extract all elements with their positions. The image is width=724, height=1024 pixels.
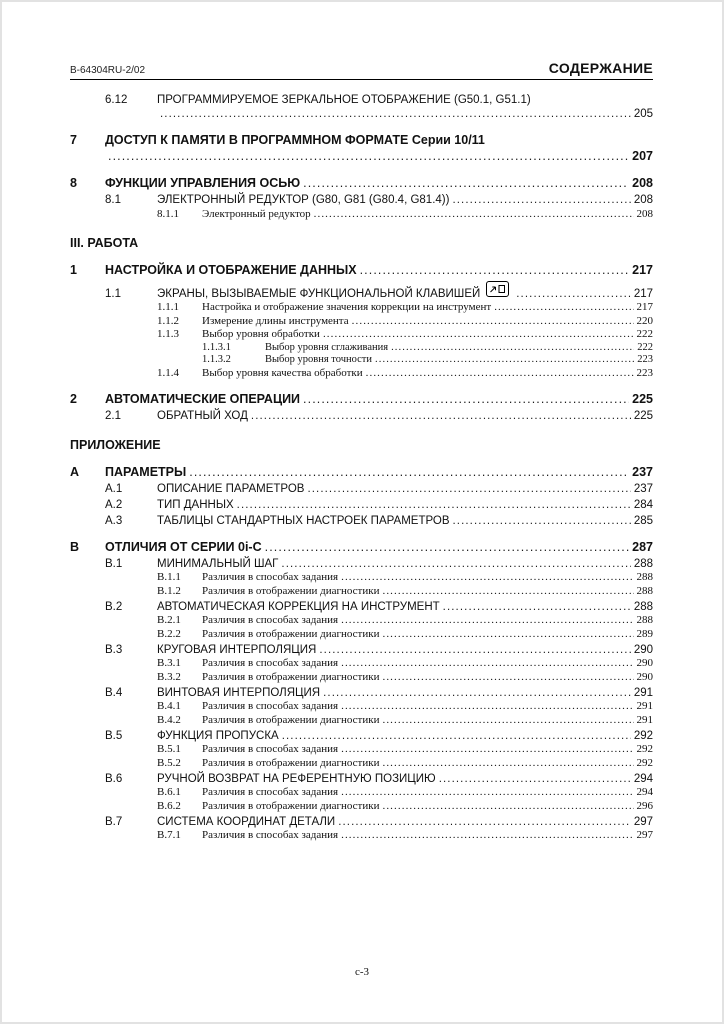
toc-entry-number: 2	[70, 391, 77, 406]
dot-leader	[494, 301, 633, 313]
toc-entry-number: B.1	[105, 557, 123, 570]
toc-entry-title: Различия в отображении диагностики	[202, 799, 380, 812]
toc-entry	[70, 816, 653, 828]
toc-entry	[70, 786, 653, 798]
toc-entry-title: ЭЛЕКТРОННЫЙ РЕДУКТОР (G80, G81 (G80.4, G81.4))	[157, 194, 450, 206]
toc-entry-number: B.3.2	[157, 670, 181, 683]
toc-entry-page: 217	[633, 287, 653, 300]
toc-entry-page: 288	[636, 571, 653, 583]
toc-entry-page: 291	[636, 700, 653, 712]
toc-entry-number: B.1.1	[157, 571, 181, 583]
toc-entry-line	[105, 483, 653, 495]
toc-entry-number: B.5.2	[157, 756, 181, 769]
toc-entry	[70, 438, 653, 452]
toc-entry	[70, 367, 653, 379]
toc-entry-line	[202, 354, 653, 365]
toc-entry	[70, 585, 653, 597]
toc-entry-title: Измерение длины инструмента	[202, 314, 349, 327]
toc-entry-number: B.3.1	[157, 657, 181, 669]
toc-entry-title: Выбор уровня сглаживания	[265, 341, 389, 353]
toc-entry-line	[202, 342, 653, 353]
toc-entry-page: 284	[633, 498, 653, 511]
toc-entry	[70, 194, 653, 206]
toc-entry	[70, 714, 653, 726]
dot-leader	[453, 515, 631, 527]
toc-entry-page: 294	[633, 772, 653, 785]
toc-entry-title: ФУНКЦИЯ ПРОПУСКА	[157, 729, 279, 742]
dot-leader	[338, 816, 631, 828]
toc-entry	[70, 743, 653, 755]
toc-entry-title: ПАРАМЕТРЫ	[105, 464, 187, 479]
dot-leader	[452, 194, 630, 206]
dot-leader	[341, 743, 633, 755]
dot-leader	[307, 483, 630, 495]
toc-entry-title: Различия в способах задания	[202, 657, 339, 669]
toc-entry	[70, 281, 653, 300]
toc-entry-title: СИСТЕМА КООРДИНАТ ДЕТАЛИ	[157, 815, 336, 828]
toc-entry-page: 287	[632, 539, 653, 554]
toc-entry-page: 217	[632, 262, 653, 277]
toc-entry-line	[70, 133, 653, 147]
dot-leader	[237, 499, 631, 511]
toc-entry-title: Различия в способах задания	[202, 614, 339, 626]
toc-entry-page: 297	[636, 829, 653, 841]
toc-entry-page: 223	[636, 366, 653, 379]
toc-entry	[70, 465, 653, 479]
toc-entry-page: 222	[636, 328, 653, 340]
toc-entry-line	[70, 392, 653, 406]
toc-entry-line	[105, 644, 653, 656]
toc-entry	[70, 499, 653, 511]
dot-leader	[382, 671, 633, 683]
toc-entry-line	[157, 743, 653, 755]
dot-leader	[303, 176, 629, 190]
toc-entry-line	[157, 786, 653, 798]
toc-entry-number: B	[70, 539, 80, 554]
toc-entry-title: ОПИСАНИЕ ПАРАМЕТРОВ	[157, 482, 305, 495]
toc-entry-number: 1.1.2	[157, 314, 179, 327]
toc-entry-title: РУЧНОЙ ВОЗВРАТ НА РЕФЕРЕНТНУЮ ПОЗИЦИЮ	[157, 772, 436, 785]
toc-entry-number: B.2.1	[157, 614, 181, 626]
toc-entry	[70, 392, 653, 406]
toc-entry-title: Различия в отображении диагностики	[202, 670, 380, 683]
toc-entry-line	[157, 328, 653, 340]
toc-entry-number: B.1.2	[157, 584, 181, 597]
dot-leader	[282, 730, 631, 742]
toc-list	[70, 94, 653, 841]
toc-entry-page: 208	[636, 207, 653, 220]
toc-entry-number: B.4.1	[157, 700, 181, 712]
toc-entry-line	[105, 601, 653, 613]
dot-leader	[439, 773, 631, 785]
toc-entry-page: 290	[633, 643, 653, 656]
toc-entry-page: 292	[636, 743, 653, 755]
toc-entry-title: НАСТРОЙКА И ОТОБРАЖЕНИЕ ДАННЫХ	[105, 262, 357, 277]
toc-entry-title: МИНИМАЛЬНЫЙ ШАГ	[157, 557, 279, 570]
toc-entry-number: B.2.2	[157, 627, 181, 640]
toc-entry-number: 1	[70, 262, 77, 277]
toc-entry-page: 217	[636, 301, 653, 313]
toc-entry-title: ТИП ДАННЫХ	[157, 498, 234, 511]
toc-entry	[70, 644, 653, 656]
toc-entry-line	[157, 367, 653, 379]
toc-entry-number: B.3	[105, 643, 123, 656]
dot-leader	[366, 367, 634, 379]
offset-setting-function-key-icon	[486, 281, 509, 300]
toc-entry-title: Настройка и отображение значения коррекции на инструмент	[202, 301, 492, 313]
dot-leader	[314, 208, 634, 220]
dot-leader	[281, 558, 630, 570]
dot-leader	[251, 410, 631, 422]
toc-entry-title: Различия в способах задания	[202, 700, 339, 712]
toc-entry	[70, 601, 653, 613]
toc-entry-line	[105, 515, 653, 527]
toc-entry-line	[105, 194, 653, 206]
toc-entry-line	[105, 281, 653, 300]
toc-entry-line	[105, 94, 653, 106]
toc-entry	[70, 342, 653, 353]
dot-leader	[341, 829, 633, 841]
toc-entry-line	[157, 571, 653, 583]
toc-entry-number: B.5	[105, 729, 123, 742]
toc-entry	[70, 301, 653, 313]
dot-leader	[323, 687, 631, 699]
dot-leader	[352, 315, 634, 327]
toc-entry-page: 207	[632, 149, 653, 163]
page-header	[70, 60, 653, 80]
dot-leader	[108, 149, 629, 163]
dot-leader	[303, 392, 629, 406]
toc-entry	[70, 483, 653, 495]
toc-entry	[70, 571, 653, 583]
toc-entry-page: 223	[637, 354, 653, 365]
toc-entry-title: ВИНТОВАЯ ИНТЕРПОЛЯЦИЯ	[157, 686, 321, 699]
toc-entry-page: 285	[633, 514, 653, 527]
toc-entry-title: Выбор уровня обработки	[202, 328, 320, 340]
toc-entry-number: 1.1.3.1	[202, 341, 231, 353]
dot-leader	[375, 354, 634, 365]
toc-part-title: III. РАБОТА	[70, 235, 139, 250]
toc-entry-line	[157, 208, 653, 220]
toc-entry-line	[70, 465, 653, 479]
toc-entry-page: 291	[636, 713, 653, 726]
toc-entry	[70, 730, 653, 742]
toc-entry-line	[157, 628, 653, 640]
toc-entry-line	[157, 757, 653, 769]
toc-entry	[70, 800, 653, 812]
toc-entry-page: 292	[636, 756, 653, 769]
dot-leader	[341, 700, 633, 712]
toc-entry-title: КРУГОВАЯ ИНТЕРПОЛЯЦИЯ	[157, 643, 317, 656]
toc-entry-number: 1.1.4	[157, 366, 179, 379]
dot-leader	[189, 465, 629, 479]
toc-entry-line	[105, 730, 653, 742]
toc-entry-number: 8.1.1	[157, 207, 179, 220]
toc-entry-title: Выбор уровня качества обработки	[202, 366, 363, 379]
toc-entry-number: 1.1	[105, 287, 121, 300]
toc-entry-page: 291	[633, 686, 653, 699]
toc-entry-line	[105, 558, 653, 570]
toc-entry	[70, 133, 653, 163]
dot-leader	[341, 571, 633, 583]
toc-part-title: ПРИЛОЖЕНИЕ	[70, 437, 161, 452]
toc-entry	[70, 700, 653, 712]
toc-entry	[70, 657, 653, 669]
toc-entry-page: 237	[633, 482, 653, 495]
toc-entry	[70, 236, 653, 250]
toc-entry-leader-line	[105, 108, 653, 120]
toc-entry	[70, 176, 653, 190]
toc-entry-page: 294	[636, 786, 653, 798]
toc-entry-number: B.4.2	[157, 713, 181, 726]
toc-entry	[70, 671, 653, 683]
toc-entry-number: 1.1.3.2	[202, 354, 231, 365]
dot-leader	[323, 328, 634, 340]
toc-entry-page: 208	[633, 194, 653, 206]
toc-entry	[70, 208, 653, 220]
toc-entry-page: 220	[636, 314, 653, 327]
toc-entry-title: Различия в отображении диагностики	[202, 756, 380, 769]
toc-entry	[70, 263, 653, 277]
toc-entry	[70, 354, 653, 365]
toc-entry-page: 289	[636, 627, 653, 640]
toc-entry-page: 225	[633, 409, 653, 422]
dot-leader	[341, 614, 633, 626]
toc-entry-number: A.1	[105, 482, 123, 495]
toc-entry-leader-line	[70, 149, 653, 163]
toc-entry-title: Различия в способах задания	[202, 743, 339, 755]
toc-entry-line	[157, 614, 653, 626]
toc-entry-title: ТАБЛИЦЫ СТАНДАРТНЫХ НАСТРОЕК ПАРАМЕТРОВ	[157, 514, 450, 527]
toc-entry-title: Различия в способах задания	[202, 571, 339, 583]
dot-leader	[516, 288, 631, 300]
toc-entry-title: ДОСТУП К ПАМЯТИ В ПРОГРАММНОМ ФОРМАТЕ Серии 10/11	[105, 133, 485, 147]
toc-entry-page: 288	[633, 557, 653, 570]
toc-entry-page: 205	[633, 108, 653, 120]
toc-entry	[70, 773, 653, 785]
toc-entry-line	[105, 410, 653, 422]
toc-entry-number: B.7.1	[157, 829, 181, 841]
toc-entry-number: B.6.2	[157, 799, 181, 812]
toc-entry-number: B.5.1	[157, 743, 181, 755]
toc-entry-page: 225	[632, 391, 653, 406]
toc-entry-title: АВТОМАТИЧЕСКИЕ ОПЕРАЦИИ	[105, 391, 301, 406]
dot-leader	[319, 644, 630, 656]
toc-entry-title: Различия в отображении диагностики	[202, 713, 380, 726]
toc-entry-line	[70, 263, 653, 277]
toc-entry-title: ОТЛИЧИЯ ОТ СЕРИИ 0i-C	[105, 539, 262, 554]
toc-entry-number: 6.12	[105, 94, 128, 106]
dot-leader	[341, 657, 633, 669]
dot-leader	[382, 628, 633, 640]
dot-leader	[443, 601, 631, 613]
toc-entry-line	[157, 585, 653, 597]
toc-entry-number: A.3	[105, 514, 123, 527]
toc-entry-line	[70, 176, 653, 190]
dot-leader	[360, 263, 630, 277]
footer-page-number: c-3	[354, 966, 370, 978]
dot-leader	[382, 800, 633, 812]
toc-entry-page: 290	[636, 670, 653, 683]
toc-entry	[70, 687, 653, 699]
toc-entry-page: 208	[632, 176, 653, 190]
toc-entry-page: 290	[636, 657, 653, 669]
page-title: СОДЕРЖАНИЕ	[548, 60, 653, 76]
dot-leader	[382, 714, 633, 726]
toc-entry-line	[105, 816, 653, 828]
toc-entry-title: ФУНКЦИИ УПРАВЛЕНИЯ ОСЬЮ	[105, 176, 301, 190]
toc-entry-number: 1.1.3	[157, 328, 179, 340]
toc-entry-title: ПРОГРАММИРУЕМОЕ ЗЕРКАЛЬНОЕ ОТОБРАЖЕНИЕ (G50.1, G51.1)	[157, 94, 531, 106]
toc-entry-page: 222	[637, 341, 653, 353]
toc-entry-title: Различия в способах задания	[202, 829, 339, 841]
toc-entry-number: 8	[70, 176, 77, 190]
toc-entry-title: Электронный редуктор	[202, 207, 311, 220]
toc-entry-page: 237	[632, 464, 653, 479]
toc-entry-number: A	[70, 464, 80, 479]
toc-entry-line	[157, 657, 653, 669]
toc-entry-title: Различия в способах задания	[202, 786, 339, 798]
toc-entry-title: Выбор уровня точности	[265, 354, 373, 365]
toc-entry	[70, 410, 653, 422]
toc-entry	[70, 94, 653, 120]
toc-entry-line	[105, 499, 653, 511]
toc-entry-page: 288	[636, 614, 653, 626]
dot-leader	[341, 786, 633, 798]
toc-entry-line	[157, 301, 653, 313]
toc-entry	[70, 315, 653, 327]
dot-leader	[160, 108, 631, 120]
toc-entry-number: B.4	[105, 686, 123, 699]
toc-entry-line	[70, 540, 653, 554]
toc-entry-page: 296	[636, 799, 653, 812]
toc-entry-title: ОБРАТНЫЙ ХОД	[157, 409, 248, 422]
toc-entry-number: 7	[70, 133, 77, 147]
toc-entry-line	[105, 687, 653, 699]
toc-entry	[70, 515, 653, 527]
dot-leader	[391, 342, 634, 353]
toc-entry-line	[157, 800, 653, 812]
toc-entry	[70, 614, 653, 626]
toc-entry-title: ЭКРАНЫ, ВЫЗЫВАЕМЫЕ ФУНКЦИОНАЛЬНОЙ КЛАВИШЕЙ	[157, 287, 481, 300]
dot-leader	[382, 585, 633, 597]
toc-entry-number: B.6.1	[157, 786, 181, 798]
toc-entry-number: 2.1	[105, 409, 121, 422]
toc-entry-page: 288	[636, 584, 653, 597]
toc-entry	[70, 628, 653, 640]
toc-entry-line	[157, 671, 653, 683]
page-footer	[2, 966, 722, 978]
toc-entry-title: АВТОМАТИЧЕСКАЯ КОРРЕКЦИЯ НА ИНСТРУМЕНТ	[157, 600, 440, 613]
toc-entry	[70, 757, 653, 769]
dot-leader	[382, 757, 633, 769]
toc-entry-line	[157, 829, 653, 841]
toc-entry-number: B.6	[105, 772, 123, 785]
toc-entry-number: B.2	[105, 600, 123, 613]
document-code: B-64304RU-2/02	[70, 65, 146, 76]
toc-entry-number: 1.1.1	[157, 301, 179, 313]
toc-entry-line	[157, 315, 653, 327]
toc-entry-number: A.2	[105, 498, 123, 511]
toc-entry	[70, 829, 653, 841]
toc-entry-number: B.7	[105, 815, 123, 828]
toc-entry-title: Различия в отображении диагностики	[202, 627, 380, 640]
toc-entry-page: 288	[633, 600, 653, 613]
toc-entry	[70, 540, 653, 554]
toc-entry-number: 8.1	[105, 194, 121, 206]
toc-entry-line	[157, 714, 653, 726]
toc-entry-line	[105, 773, 653, 785]
toc-entry	[70, 558, 653, 570]
toc-entry-page: 297	[633, 815, 653, 828]
toc-entry-page: 292	[633, 729, 653, 742]
dot-leader	[265, 540, 630, 554]
toc-entry-title: Различия в отображении диагностики	[202, 584, 380, 597]
toc-entry-line	[157, 700, 653, 712]
toc-entry	[70, 328, 653, 340]
